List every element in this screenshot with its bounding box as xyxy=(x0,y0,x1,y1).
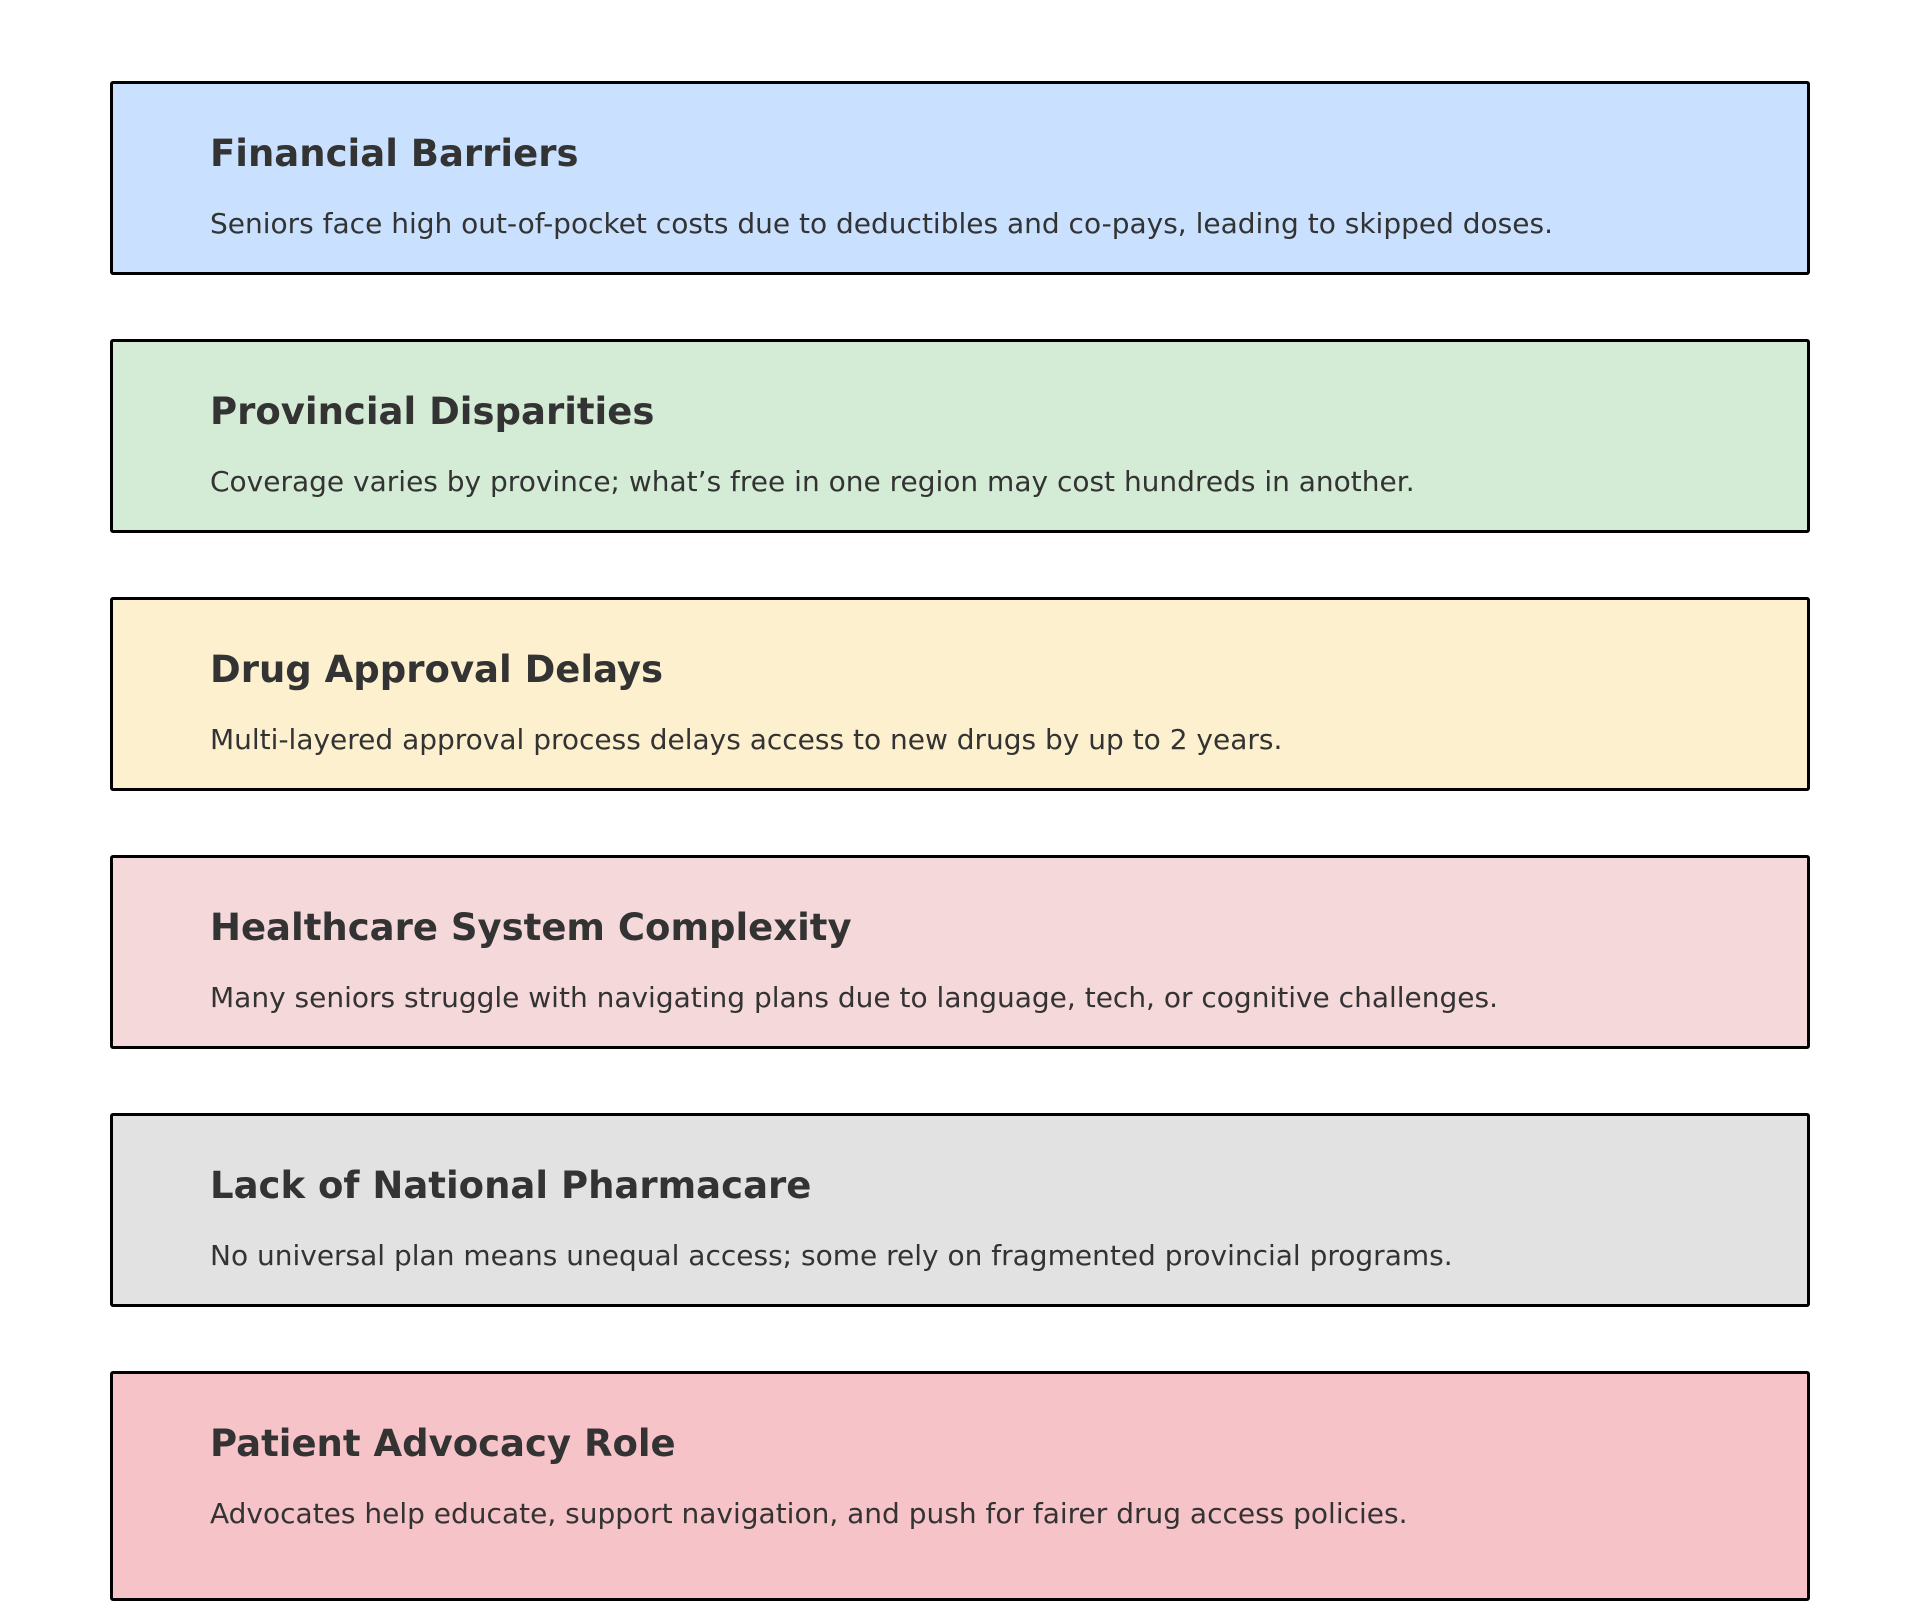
card-title: Healthcare System Complexity xyxy=(210,906,852,949)
card-description: Advocates help educate, support navigation, and push for fairer drug access policies. xyxy=(210,1497,1408,1530)
card-healthcare-system-complexity xyxy=(110,855,1810,1049)
card-title: Lack of National Pharmacare xyxy=(210,1164,812,1207)
card-patient-advocacy-role xyxy=(110,1371,1810,1601)
card-description: Many seniors struggle with navigating plans due to language, tech, or cognitive challenges. xyxy=(210,981,1498,1014)
card-title: Provincial Disparities xyxy=(210,390,655,433)
card-title: Drug Approval Delays xyxy=(210,648,664,691)
card-lack-of-national-pharmacare xyxy=(110,1113,1810,1307)
card-title: Financial Barriers xyxy=(210,132,579,175)
card-title: Patient Advocacy Role xyxy=(210,1422,676,1465)
card-drug-approval-delays xyxy=(110,597,1810,791)
card-description: Coverage varies by province; what’s free in one region may cost hundreds in another. xyxy=(210,465,1415,498)
card-description: No universal plan means unequal access; some rely on fragmented provincial programs. xyxy=(210,1239,1453,1272)
card-financial-barriers xyxy=(110,81,1810,275)
card-provincial-disparities xyxy=(110,339,1810,533)
card-description: Multi-layered approval process delays access to new drugs by up to 2 years. xyxy=(210,723,1283,756)
card-description: Seniors face high out-of-pocket costs due to deductibles and co-pays, leading to skipped doses. xyxy=(210,207,1553,240)
